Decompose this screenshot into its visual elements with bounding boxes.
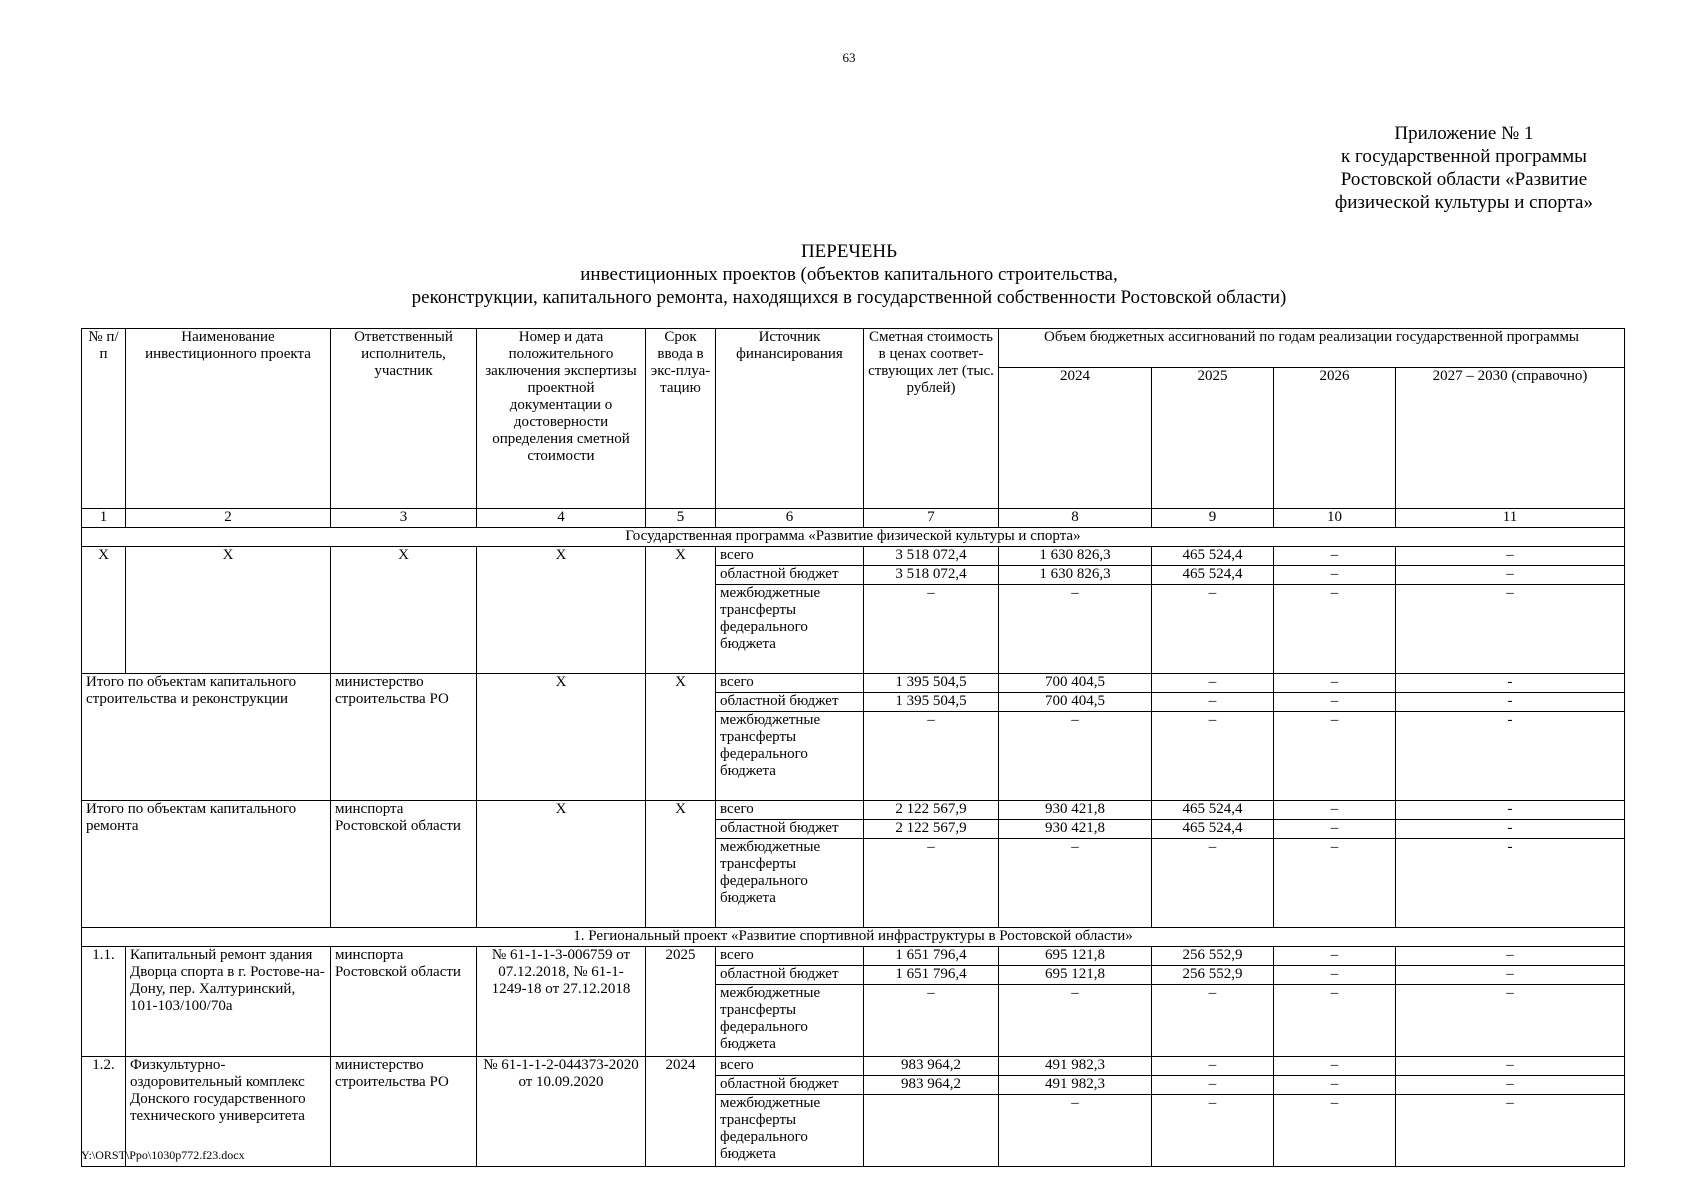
cell-value: 3 518 072,4	[864, 566, 999, 585]
cell-executor: минспорта Ростовской области	[331, 947, 477, 1057]
cell-term: Х	[646, 674, 716, 801]
cell-executor: министерство строительства РО	[331, 674, 477, 801]
cell-value: 256 552,9	[1152, 947, 1274, 966]
cell-source: всего	[716, 1057, 864, 1076]
cell-value: 930 421,8	[999, 820, 1152, 839]
cell-value: –	[1152, 585, 1274, 674]
cell-value: –	[999, 712, 1152, 801]
cell-source: всего	[716, 801, 864, 820]
cell-value: –	[1274, 693, 1396, 712]
cell-value: –	[864, 585, 999, 674]
cell-value: –	[999, 585, 1152, 674]
column-index: 6	[716, 509, 864, 528]
cell-value: 695 121,8	[999, 966, 1152, 985]
cell-value: 2 122 567,9	[864, 801, 999, 820]
cell-source: межбюджетные трансферты федерального бюджета	[716, 712, 864, 801]
cell-source: областной бюджет	[716, 566, 864, 585]
appendix-line: Ростовской области «Развитие	[1340, 169, 1588, 190]
cell-source: всего	[716, 947, 864, 966]
cell-value: 983 964,2	[864, 1076, 999, 1095]
cell-value: 256 552,9	[1152, 966, 1274, 985]
cell-source: межбюджетные трансферты федерального бюджета	[716, 985, 864, 1057]
title-line: инвестиционных проектов (объектов капитального строительства,	[580, 264, 1118, 285]
cell-value: 1 630 826,3	[999, 547, 1152, 566]
column-index: 3	[331, 509, 477, 528]
cell-value: 1 395 504,5	[864, 674, 999, 693]
column-index: 8	[999, 509, 1152, 528]
column-index: 5	[646, 509, 716, 528]
page-number: 63	[842, 50, 856, 65]
cell-source: межбюджетные трансферты федерального бюджета	[716, 585, 864, 674]
regional-project-title: 1. Региональный проект «Развитие спортивной инфраструктуры в Ростовской области»	[82, 928, 1625, 947]
cell-expertise: Х	[477, 674, 646, 801]
header-source: Источник финансирования	[716, 329, 864, 509]
cell-total-name: Итого по объектам капитального ремонта	[82, 801, 331, 928]
cell-expertise: Х	[477, 801, 646, 928]
cell-value: –	[1152, 712, 1274, 801]
cell-value: –	[1274, 1095, 1396, 1167]
column-index-row	[82, 509, 1625, 528]
header-name: Наименование инвестиционного проекта	[126, 329, 331, 509]
cell-value: –	[1274, 585, 1396, 674]
cell-value: 700 404,5	[999, 674, 1152, 693]
cell-value: –	[864, 985, 999, 1057]
cell-value: –	[1274, 674, 1396, 693]
cell-total-name: Итого по объектам капитального строительства и реконструкции	[82, 674, 331, 801]
document-title	[0, 240, 1698, 309]
cell-value: 1 630 826,3	[999, 566, 1152, 585]
cell-value: 3 518 072,4	[864, 547, 999, 566]
cell-value: –	[1274, 566, 1396, 585]
section-row-program	[82, 528, 1625, 547]
cell-value: -	[1396, 712, 1625, 801]
cell-value: –	[1396, 966, 1625, 985]
cell-source: областной бюджет	[716, 1076, 864, 1095]
cell-value: –	[1396, 566, 1625, 585]
cell-source: межбюджетные трансферты федерального бюджета	[716, 839, 864, 928]
cell-term: Х	[646, 801, 716, 928]
cell-value: –	[864, 712, 999, 801]
appendix-line: физической культуры и спорта»	[1334, 192, 1593, 213]
cell-value: 465 524,4	[1152, 547, 1274, 566]
cell-source: межбюджетные трансферты федерального бюджета	[716, 1095, 864, 1167]
cell-value: 1 651 796,4	[864, 966, 999, 985]
appendix-line: к государственной программы	[1341, 146, 1587, 167]
column-index: 7	[864, 509, 999, 528]
cell-executor: министерство строительства РО	[331, 1057, 477, 1167]
cell-value: –	[1396, 947, 1625, 966]
cell-value: –	[1396, 1057, 1625, 1076]
cell-value: –	[1274, 985, 1396, 1057]
cell-name: Х	[126, 547, 331, 674]
cell-value: –	[1274, 1057, 1396, 1076]
cell-value: –	[999, 839, 1152, 928]
cell-value: –	[1396, 547, 1625, 566]
cell-executor: минспорта Ростовской области	[331, 801, 477, 928]
cell-value: 465 524,4	[1152, 566, 1274, 585]
header-year-2027: 2027 – 2030 (справочно)	[1396, 368, 1625, 509]
cell-name: Физкультурно-оздоровительный комплекс Донского государственного технического университета	[126, 1057, 331, 1167]
cell-value: 491 982,3	[999, 1076, 1152, 1095]
cell-value: 465 524,4	[1152, 801, 1274, 820]
title-line: ПЕРЕЧЕНЬ	[800, 241, 898, 262]
cell-source: областной бюджет	[716, 693, 864, 712]
column-index: 9	[1152, 509, 1274, 528]
column-index: 4	[477, 509, 646, 528]
cell-value: 465 524,4	[1152, 820, 1274, 839]
cell-source: областной бюджет	[716, 966, 864, 985]
cell-executor: Х	[331, 547, 477, 674]
column-index: 1	[82, 509, 126, 528]
appendix-heading	[1335, 122, 1593, 214]
cell-name: Капитальный ремонт здания Дворца спорта в г. Ростове-на-Дону, пер. Халтуринский, 101-103/100/70а	[126, 947, 331, 1057]
cell-num: 1.2.	[82, 1057, 126, 1167]
cell-value: –	[1396, 1095, 1625, 1167]
header-num: № п/п	[82, 329, 126, 509]
cell-value: –	[999, 985, 1152, 1057]
table-row	[82, 947, 1625, 966]
cell-num: 1.1.	[82, 947, 126, 1057]
cell-num: Х	[82, 547, 126, 674]
cell-value: –	[1152, 693, 1274, 712]
cell-value: –	[1152, 1095, 1274, 1167]
cell-value: –	[1274, 839, 1396, 928]
column-index: 2	[126, 509, 331, 528]
table-row	[82, 1057, 1625, 1076]
cell-value	[864, 1095, 999, 1167]
cell-value: –	[1274, 801, 1396, 820]
cell-term: Х	[646, 547, 716, 674]
table-row	[82, 801, 1625, 820]
program-title: Государственная программа «Развитие физической культуры и спорта»	[82, 528, 1625, 547]
table-row	[82, 674, 1625, 693]
cell-value: –	[1396, 985, 1625, 1057]
investment-projects-table	[81, 328, 1625, 1167]
cell-value: –	[1152, 1057, 1274, 1076]
cell-term: 2025	[646, 947, 716, 1057]
cell-value: –	[1274, 1076, 1396, 1095]
cell-expertise: Х	[477, 547, 646, 674]
cell-value: 695 121,8	[999, 947, 1152, 966]
cell-term: 2024	[646, 1057, 716, 1167]
cell-value: –	[1274, 712, 1396, 801]
cell-value: -	[1396, 839, 1625, 928]
header-cost: Сметная стоимость в ценах соответ-ствующих лет (тыс. рублей)	[864, 329, 999, 509]
cell-value: –	[1396, 1076, 1625, 1095]
header-year-2026: 2026	[1274, 368, 1396, 509]
cell-value: –	[1274, 547, 1396, 566]
cell-value: 2 122 567,9	[864, 820, 999, 839]
cell-value: -	[1396, 820, 1625, 839]
cell-source: всего	[716, 674, 864, 693]
cell-value: –	[1274, 966, 1396, 985]
cell-expertise: № 61-1-1-3-006759 от 07.12.2018, № 61-1-1249-18 от 27.12.2018	[477, 947, 646, 1057]
header-year-2025: 2025	[1152, 368, 1274, 509]
cell-value: 930 421,8	[999, 801, 1152, 820]
title-line: реконструкции, капитального ремонта, находящихся в государственной собственности Ростовской области)	[411, 287, 1287, 308]
cell-expertise: № 61-1-1-2-044373-2020 от 10.09.2020	[477, 1057, 646, 1167]
file-path-footer: Y:\ORST\Ppo\1030p772.f23.docx	[81, 1148, 245, 1162]
column-index: 10	[1274, 509, 1396, 528]
header-row	[82, 329, 1625, 368]
cell-value: –	[1152, 674, 1274, 693]
cell-source: областной бюджет	[716, 820, 864, 839]
cell-value: 700 404,5	[999, 693, 1152, 712]
table-row	[82, 547, 1625, 566]
header-expertise: Номер и дата положительного заключения экспертизы проектной документации о достоверности определения сметной стоимости	[477, 329, 646, 509]
cell-value: 1 651 796,4	[864, 947, 999, 966]
cell-value: 983 964,2	[864, 1057, 999, 1076]
column-index: 11	[1396, 509, 1625, 528]
cell-value: –	[1152, 839, 1274, 928]
cell-value: 491 982,3	[999, 1057, 1152, 1076]
cell-value: –	[1152, 985, 1274, 1057]
cell-value: –	[1274, 947, 1396, 966]
section-row-regional	[82, 928, 1625, 947]
header-executor: Ответственный исполнитель, участник	[331, 329, 477, 509]
header-year-2024: 2024	[999, 368, 1152, 509]
cell-value: –	[1274, 820, 1396, 839]
cell-value: 1 395 504,5	[864, 693, 999, 712]
cell-value: –	[999, 1095, 1152, 1167]
cell-value: -	[1396, 801, 1625, 820]
cell-value: –	[1396, 585, 1625, 674]
cell-value: -	[1396, 693, 1625, 712]
cell-value: –	[864, 839, 999, 928]
cell-value: –	[1152, 1076, 1274, 1095]
appendix-line: Приложение № 1	[1394, 123, 1534, 144]
cell-source: всего	[716, 547, 864, 566]
cell-value: -	[1396, 674, 1625, 693]
header-budget-group: Объем бюджетных ассигнований по годам реализации государственной программы	[999, 329, 1625, 368]
header-term: Срок ввода в экс-плуа-тацию	[646, 329, 716, 509]
